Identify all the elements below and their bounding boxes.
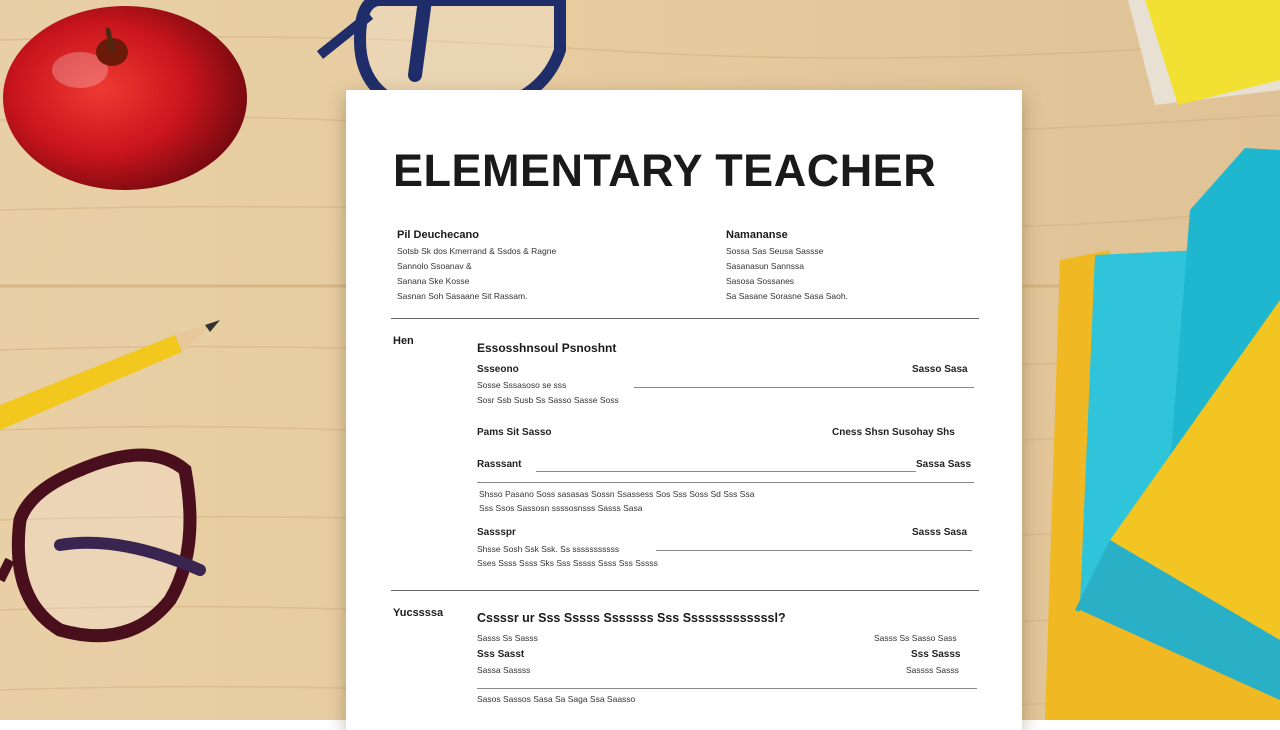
entry-name: Ssseono — [477, 364, 519, 375]
contact-left-line: Sannolo Ssoanav & — [397, 261, 472, 271]
contact-left-line: Sanana Ske Kosse — [397, 276, 470, 286]
contact-left-heading: Pil Deuchecano — [397, 229, 479, 241]
entry-date: Sss Sasss — [911, 649, 961, 660]
contact-right-heading: Namananse — [726, 229, 788, 241]
entry-name: Sss Sasst — [477, 649, 525, 660]
entry-date: Sasss Sasa — [912, 527, 968, 538]
section-2-footer-line: Sasos Sassos Sasa Sa Saga Ssa Saasso — [477, 694, 636, 704]
entry-name: Pams Sit Sasso — [477, 427, 552, 438]
entry-line: Sses Ssss Ssss Sks Sss Sssss Ssss Sss Sssss — [477, 558, 658, 568]
apple — [3, 6, 247, 190]
entry-date: Sasss Ss Sasso Sass — [874, 633, 957, 643]
contact-left-line: Sasnan Soh Sasaane Sit Rassam. — [397, 291, 528, 301]
section-2-label: Yucssssa — [393, 607, 444, 619]
entry-name: Sassspr — [477, 527, 516, 538]
entry-line: Shsse Sosh Ssk Ssk. Ss sssssssssss — [477, 544, 620, 554]
entry-date: Sasso Sasa — [912, 364, 968, 375]
contact-right-line: Sasosa Sossanes — [726, 276, 795, 286]
entry-underline — [634, 387, 974, 388]
entry-underline — [536, 471, 916, 472]
section-1-job-title: Essosshnsoul Psnoshnt — [477, 341, 617, 355]
resume-paper — [346, 90, 1022, 730]
divider — [391, 318, 979, 319]
contact-left-line: Sotsb Sk dos Kmerrand & Ssdos & Ragne — [397, 246, 557, 256]
entry-line: Sosr Ssb Susb Ss Sasso Sasse Soss — [477, 395, 619, 405]
entry-line: Shsso Pasano Soss sasasas Sossn Ssassess Sos Sss Soss Sd Sss Ssa — [479, 489, 755, 499]
entry-name: Sassa Sassss — [477, 665, 531, 675]
section-1-label: Hen — [393, 335, 414, 347]
entry-date: Sassss Sasss — [906, 665, 959, 675]
entry-line: Sss Ssos Sassosn ssssosnsss Sasss Sasa — [479, 503, 643, 513]
entry-name: Sasss Ss Sasss — [477, 633, 538, 643]
entry-date: Sassa Sass — [916, 459, 972, 470]
contact-right-line: Sa Sasane Sorasne Sasa Saoh. — [726, 291, 848, 301]
contact-right-line: Sasanasun Sannssa — [726, 261, 804, 271]
entry-rule — [477, 482, 974, 483]
entry-name: Rasssant — [477, 459, 522, 470]
entry-rule — [477, 688, 977, 689]
contact-right-line: Sossa Sas Seusa Sassse — [726, 246, 824, 256]
entry-underline — [656, 550, 972, 551]
entry-date: Cness Shsn Susohay Shs — [832, 427, 955, 438]
entry-line: Sosse Sssasoso se sss — [477, 380, 567, 390]
section-2-job-title: Cssssr ur Sss Sssss Sssssss Sss Sssssssssssssl? — [477, 611, 786, 625]
divider — [391, 590, 979, 591]
resume-title: ELEMENTARY TEACHER — [393, 145, 937, 196]
